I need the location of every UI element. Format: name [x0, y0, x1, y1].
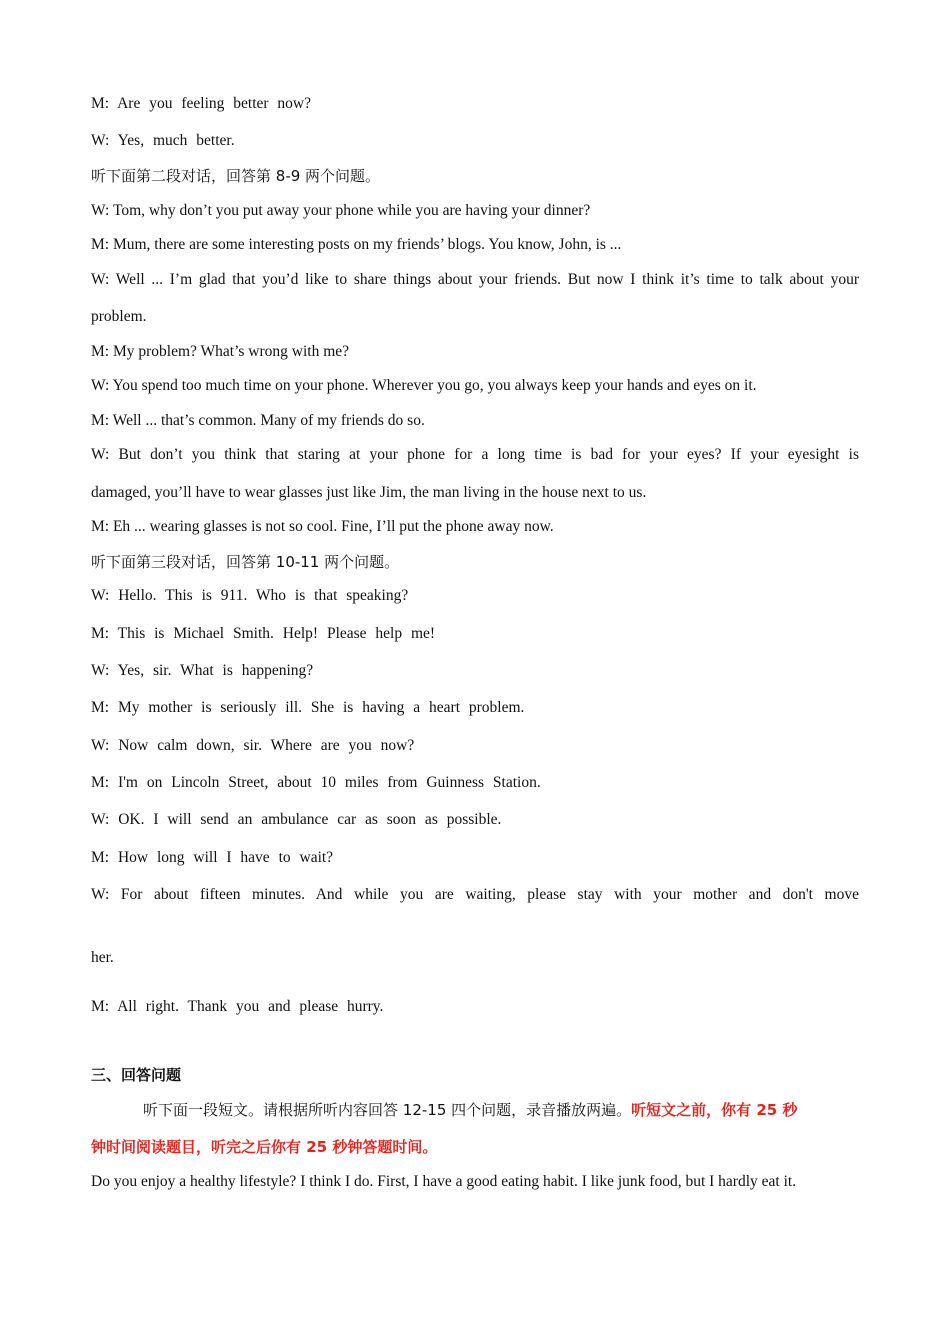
dialogue-line: W: Hello. This is 911. Who is that speaking?: [91, 587, 409, 604]
passage-line: Do you enjoy a healthy lifestyle? I think I do. First, I have a good eating habit. I like junk food, but I hardly eat it.: [91, 1173, 797, 1190]
dialogue-line: M: I'm on Lincoln Street, about 10 miles from Guinness Station.: [91, 774, 541, 791]
dialogue-line: damaged, you’ll have to wear glasses just like Jim, the man living in the house next to us.: [91, 484, 647, 501]
dialogue-line: M: All right. Thank you and please hurry.: [91, 998, 384, 1015]
dialogue-line: W: Well ... I’m glad that you’d like to share things about your friends. But now I think it’s time to talk about your: [91, 271, 859, 288]
dialogue-line: W: But don’t you think that staring at your phone for a long time is bad for your eyes? If your eyesight is: [91, 446, 859, 463]
instruction-line-1: [143, 1100, 859, 1120]
instruction-highlight-1: 听短文之前，你有 25 秒: [631, 1101, 798, 1119]
section-heading: 三、回答问题: [91, 1066, 182, 1084]
dialogue-line: W: OK. I will send an ambulance car as soon as possible.: [91, 811, 502, 828]
dialogue-line: problem.: [91, 308, 147, 325]
dialogue-line: W: Tom, why don’t you put away your phone while you are having your dinner?: [91, 202, 591, 219]
dialogue-line: M: Mum, there are some interesting posts on my friends’ blogs. You know, John, is ...: [91, 236, 622, 253]
dialogue-line: W: You spend too much time on your phone. Wherever you go, you always keep your hands and eyes on it.: [91, 377, 757, 394]
dialogue-line: her.: [91, 949, 114, 966]
dialogue-line: M: My mother is seriously ill. She is having a heart problem.: [91, 699, 525, 716]
dialogue-line: M: Well ... that’s common. Many of my friends do so.: [91, 412, 425, 429]
instruction-normal: 听下面一段短文。请根据所听内容回答 12-15 四个问题，录音播放两遍。: [143, 1101, 632, 1119]
dialogue-line: W: Yes, sir. What is happening?: [91, 662, 314, 679]
instruction-highlight-2: 钟时间阅读题目，听完之后你有 25 秒钟答题时间。: [91, 1138, 438, 1156]
dialogue-line: W: Now calm down, sir. Where are you now?: [91, 737, 415, 754]
dialogue-line: W: Yes, much better.: [91, 132, 235, 149]
section-intro: 听下面第三段对话，回答第 10-11 两个问题。: [91, 553, 400, 571]
section-intro: 听下面第二段对话，回答第 8-9 两个问题。: [91, 167, 381, 185]
dialogue-line: M: This is Michael Smith. Help! Please help me!: [91, 625, 436, 642]
dialogue-line: M: Are you feeling better now?: [91, 95, 311, 112]
dialogue-line: M: My problem? What’s wrong with me?: [91, 343, 350, 360]
dialogue-line: M: Eh ... wearing glasses is not so cool. Fine, I’ll put the phone away now.: [91, 518, 554, 535]
dialogue-line: W: For about fifteen minutes. And while you are waiting, please stay with your mother and don't move: [91, 886, 859, 903]
dialogue-line: M: How long will I have to wait?: [91, 849, 334, 866]
